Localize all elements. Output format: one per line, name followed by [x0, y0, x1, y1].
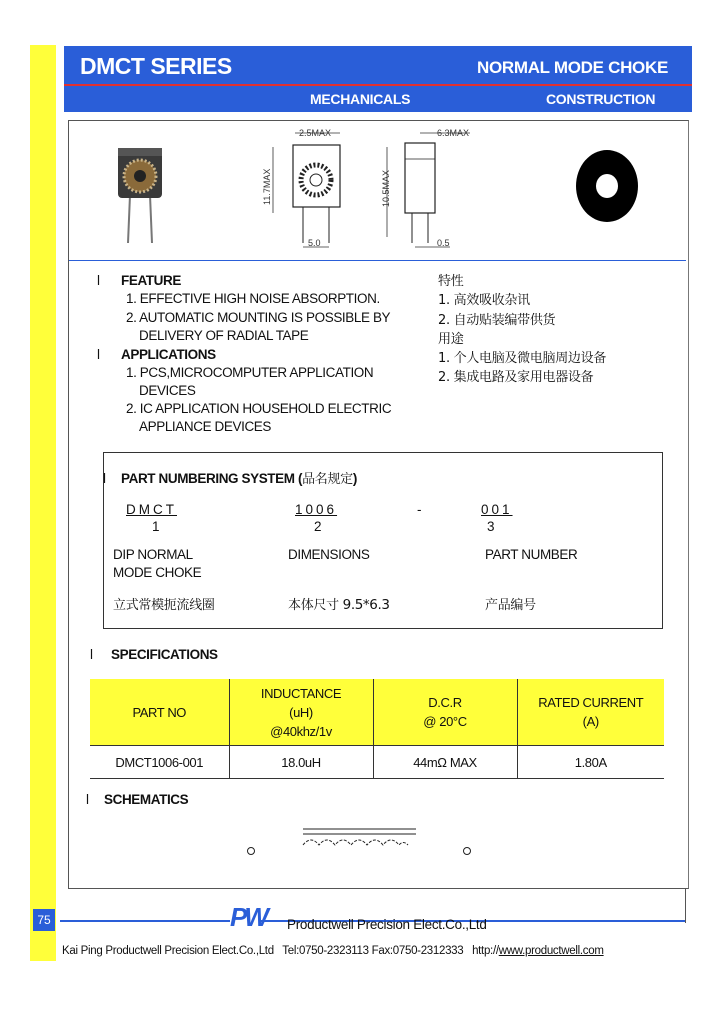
terminal-left: [248, 848, 255, 855]
application-item: APPLIANCE DEVICES: [139, 419, 271, 434]
table-cell: 44mΩ MAX: [373, 746, 517, 779]
frame-edge: [685, 888, 686, 923]
footer-contact: [62, 945, 604, 957]
table-cell: 1.80A: [517, 746, 664, 779]
cn-label-part-number: 产品编号: [485, 598, 536, 613]
label-type: MODE CHOKE: [113, 565, 202, 580]
toroid-core-drawing: [575, 148, 639, 228]
cn-application-item: 1. 个人电脑及微电脑周边设备: [438, 351, 607, 366]
cn-application-item: 2. 集成电路及家用电器设备: [438, 370, 594, 385]
website-link[interactable]: www.productwell.com: [498, 945, 604, 957]
code-dimension: 1006: [295, 502, 338, 517]
footer-http: http://: [472, 945, 499, 957]
product-photo: [110, 140, 170, 245]
table-row: [90, 746, 664, 779]
dim-lead: 0.5: [437, 238, 450, 248]
company-logo: PW: [230, 902, 266, 932]
cn-feature-item: 2. 自动贴装编带供货: [438, 313, 556, 328]
table-header-cell: INDUCTANCE (uH) @40khz/1v: [229, 679, 373, 746]
feature-item: 2. AUTOMATIC MOUNTING IS POSSIBLE BY: [126, 310, 391, 325]
dim-side-width: 6.3MAX: [437, 128, 470, 138]
dim-front-width: 2.5MAX: [299, 128, 332, 138]
feature-bullet: l: [97, 273, 100, 288]
table-cell: 18.0uH: [229, 746, 373, 779]
dim-side-height: 10.5MAX: [381, 169, 391, 207]
cn-feature-item: 1. 高效吸收杂讯: [438, 293, 530, 308]
cn-applications-heading: 用途: [438, 332, 464, 347]
code-index: 2: [314, 519, 322, 534]
schematics-heading: SCHEMATICS: [104, 792, 189, 807]
table-header-cell: RATED CURRENT (A): [517, 679, 664, 746]
cn-label-type: 立式常模扼流线圈: [113, 598, 215, 613]
applications-heading: APPLICATIONS: [121, 347, 216, 362]
footer-tel: Tel:0750-2323113 Fax:0750-2312333: [282, 945, 464, 957]
section-divider: [69, 260, 686, 261]
company-name: Productwell Precision Elect.Co.,Ltd: [287, 917, 487, 932]
dim-pitch: 5.0: [308, 238, 321, 248]
code-series: DMCT: [126, 502, 177, 517]
code-dash: -: [417, 502, 422, 517]
feature-item: DELIVERY OF RADIAL TAPE: [139, 328, 309, 343]
label-type: DIP NORMAL: [113, 547, 193, 562]
product-type: NORMAL MODE CHOKE: [476, 58, 668, 77]
terminal-right: [464, 848, 471, 855]
cn-feature-heading: 特性: [438, 274, 464, 289]
construction-label: CONSTRUCTION: [546, 91, 656, 107]
page-number: 75: [33, 909, 55, 931]
feature-heading: FEATURE: [121, 273, 181, 288]
cn-label-dimensions: 本体尺寸 9.5*6.3: [288, 597, 390, 613]
footer-address: Kai Ping Productwell Precision Elect.Co.,Ltd: [62, 945, 274, 957]
feature-item: 1. EFFECTIVE HIGH NOISE ABSORPTION.: [126, 291, 380, 306]
application-item: 2. IC APPLICATION HOUSEHOLD ELECTRIC: [126, 401, 392, 416]
label-part-number: PART NUMBER: [485, 547, 578, 562]
applications-bullet: l: [97, 347, 100, 362]
side-stripe: [30, 45, 56, 961]
code-index: 3: [487, 519, 495, 534]
code-part-number: 001: [481, 502, 513, 517]
specifications-bullet: l: [90, 647, 93, 662]
dimension-value: 9.5*6.3: [342, 597, 390, 613]
code-index: 1: [152, 519, 160, 534]
application-item: 1. PCS,MICROCOMPUTER APPLICATION: [126, 365, 374, 380]
table-header-cell: D.C.R @ 20°C: [373, 679, 517, 746]
dim-front-height: 11.7MAX: [262, 168, 272, 205]
table-cell: DMCT1006-001: [90, 746, 229, 779]
specifications-table: [90, 679, 664, 779]
schematics-bullet: l: [86, 792, 89, 807]
schematic-drawing: [240, 825, 480, 861]
part-numbering-heading: PART NUMBERING SYSTEM (品名规定): [121, 471, 357, 487]
front-view-drawing: [255, 125, 370, 255]
specifications-heading: SPECIFICATIONS: [111, 647, 218, 662]
mechanicals-label: MECHANICALS: [310, 91, 411, 107]
application-item: DEVICES: [139, 383, 196, 398]
table-header-row: [90, 679, 664, 746]
table-header-cell: PART NO: [90, 679, 229, 746]
series-title: DMCT SERIES: [80, 53, 232, 79]
side-view-drawing: [375, 125, 485, 255]
part-numbering-heading-cn: 品名规定: [302, 472, 353, 487]
label-dimensions: DIMENSIONS: [288, 547, 370, 562]
part-numbering-bullet: l: [103, 471, 106, 486]
